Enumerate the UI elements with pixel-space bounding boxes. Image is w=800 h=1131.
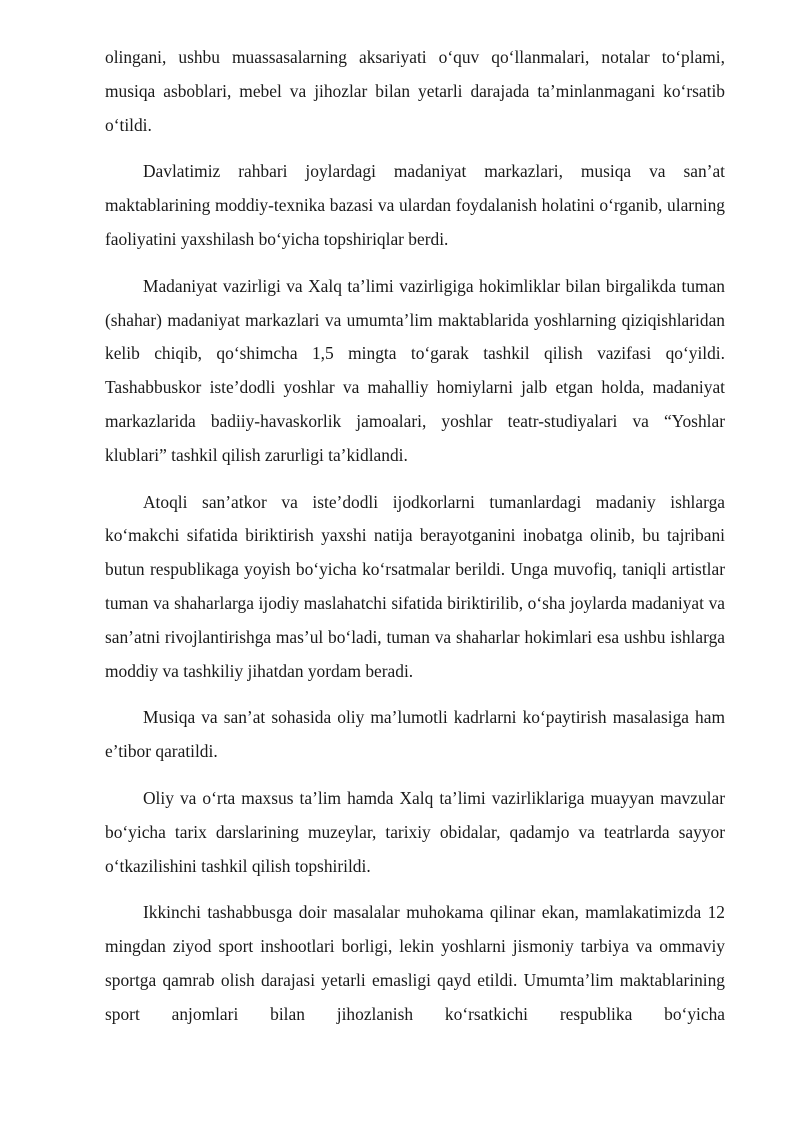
document-page (105, 41, 725, 1045)
paragraph-sport-initiative: Ikkinchi tashabbusga doir masalalar muhokama qilinar ekan, mamlakatimizda 12 mingdan ziyod sport inshootlari borligi, lekin yoshlarni jismoniy tarbiya va ommaviy sportga qamrab olish darajasi yetarli emasligi qayd etildi. Umumta’lim maktablarining sport anjomlari bilan jihozlanish ko‘rsatkichi respublika bo‘yicha (105, 902, 725, 1024)
paragraph-leader-instructions: Davlatimiz rahbari joylardagi madaniyat markazlari, musiqa va san’at maktablarining moddiy-texnika bazasi va ulardan foydalanish holatini o‘rganib, ularning faoliyatini yaxshilash bo‘yicha topshiriqlar berdi. (105, 161, 725, 249)
paragraph-history-lessons: Oliy va o‘rta maxsus ta’lim hamda Xalq ta’limi vazirliklariga muayyan mavzular bo‘yicha tarix darslarining muzeylar, tarixiy obidalar, qadamjo va teatrlarda sayyor o‘tkazilishini tashkil qilish topshirildi. (105, 787, 725, 876)
paragraph-continuation: olingani, ushbu muassasalarning aksariyati o‘quv qo‘llanmalari, notalar to‘plami, musiqa asboblari, mebel va jihozlar bilan yetarli darajada ta’minlanmagani ko‘rsatib o‘tildi. (105, 47, 725, 135)
paragraph-higher-education: Musiqa va san’at sohasida oliy ma’lumotli kadrlarni ko‘paytirish masalasiga ham e’tibor qaratildi. (105, 707, 725, 762)
paragraph-ministry-tasks: Madaniyat vazirligi va Xalq ta’limi vazirligiga hokimliklar bilan birgalikda tuman (shahar) madaniyat markazlari va umumta’lim maktablarida yoshlarning qiziqishlaridan kelib chiqib, qo‘shimcha 1,5 mingta to‘garak tashkil qilish vazifasi qo‘yildi. Tashabbuskor iste’dodli yoshlar va mahalliy homiylarni jalb etgan holda, madaniyat markazlarida badiiy-havaskorlik jamoalari, yoshlar teatr-studiyalari va “Yoshlar klublari” tashkil qilish zarurligi ta’kidlandi. (105, 275, 725, 465)
paragraph-artists-advisors: Atoqli san’atkor va iste’dodli ijodkorlarni tumanlardagi madaniy ishlarga ko‘makchi sifatida biriktirish yaxshi natija berayotganini inobatga olinib, bu tajribani butun respublikaga yoyish bo‘yicha ko‘rsatmalar berildi. Unga muvofiq, taniqli artistlar tuman va shaharlarga ijodiy maslahatchi sifatida biriktirilib, o‘sha joylarda madaniyat va san’atni rivojlantirishga mas’ul bo‘ladi, tuman va shaharlar hokimlari esa ushbu ishlarga moddiy va tashkiliy jihatdan yordam beradi. (105, 491, 725, 681)
